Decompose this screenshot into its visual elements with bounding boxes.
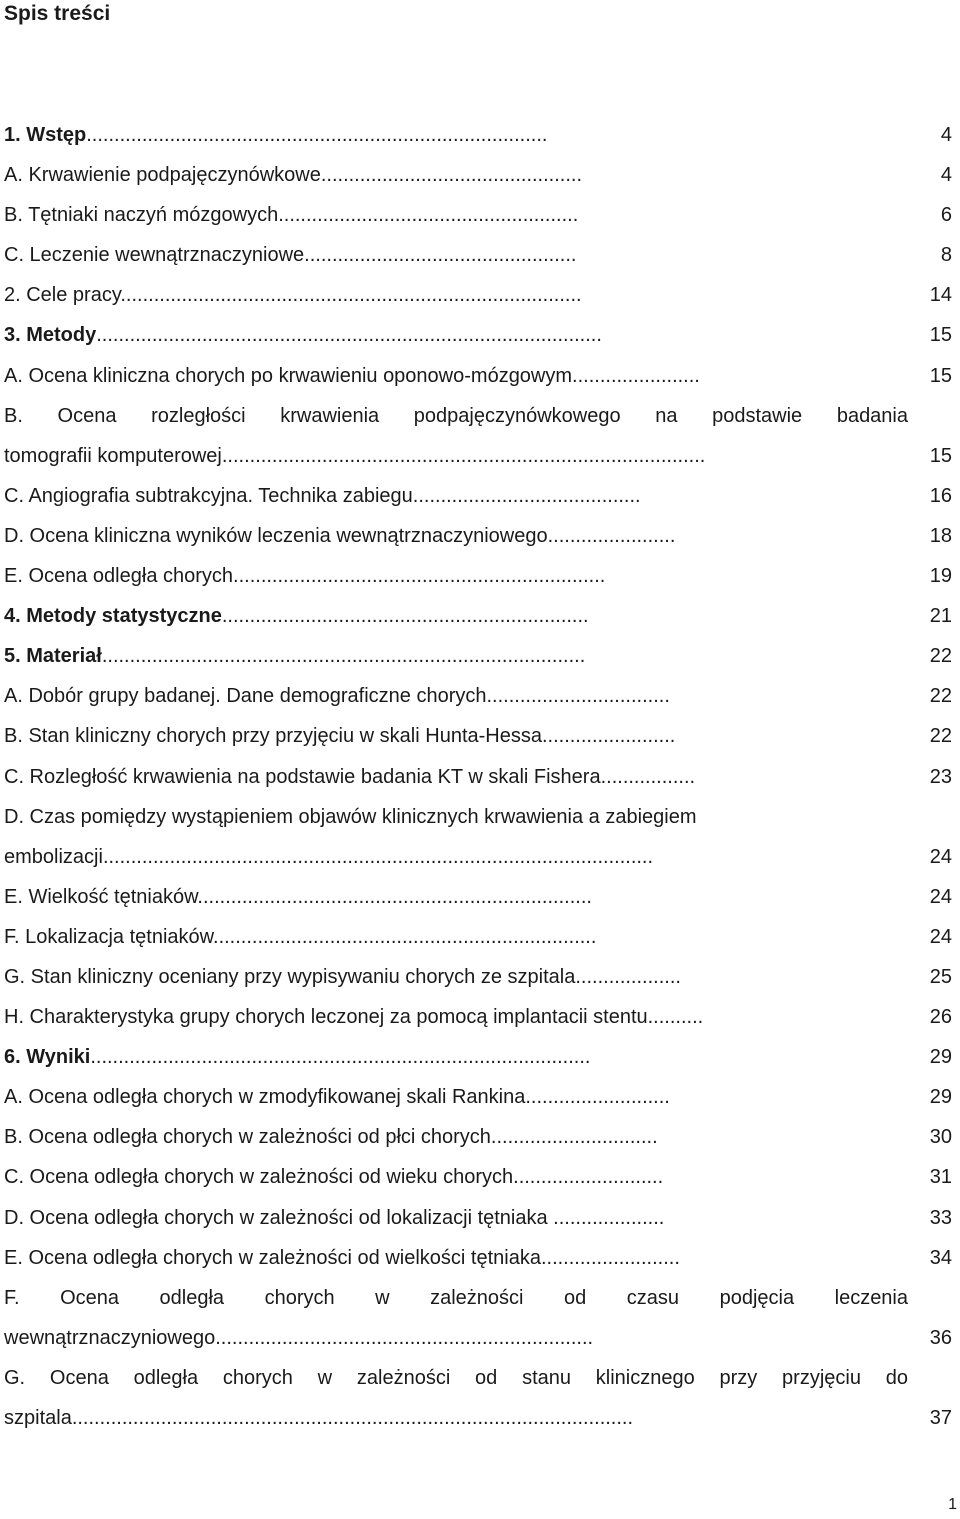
- toc-leader-dots: .......................................................................................: [101, 645, 586, 668]
- toc-entry[interactable]: [4, 195, 956, 235]
- toc-entry-title: [4, 716, 675, 756]
- toc-entry-title: [4, 837, 653, 877]
- toc-entry-text: B. Ocena odległa chorych w zależności od płci chorych: [4, 1126, 491, 1149]
- toc-entry-text: B. Stan kliniczny chorych przy przyjęciu w skali Hunta-Hessa: [4, 725, 542, 748]
- toc-entry[interactable]: [4, 396, 956, 436]
- toc-entry-text: G. Ocena odległa chorych w zależności od stanu klinicznego przy przyjęciu do: [4, 1366, 908, 1389]
- toc-leader-dots: .....................................................................................................: [71, 1407, 634, 1429]
- toc-entry[interactable]: [4, 877, 956, 917]
- toc-leader-dots: .......................: [572, 364, 700, 387]
- toc-entry-text: 2. Cele pracy: [4, 284, 121, 307]
- toc-entry[interactable]: [4, 235, 956, 275]
- toc-entry[interactable]: [4, 556, 956, 596]
- toc-page-number: 34: [929, 1246, 952, 1269]
- toc-leader-dots: .................................: [486, 685, 670, 708]
- toc-entry-title: [4, 917, 596, 957]
- toc-entry-text: B. Ocena rozległości krwawienia podpajęczynówkowego na podstawie badania: [4, 404, 908, 427]
- toc-entry-title: [4, 957, 681, 997]
- toc-entry[interactable]: [4, 596, 956, 636]
- toc-entry-title: [4, 155, 582, 195]
- toc-entry-text: A. Ocena kliniczna chorych po krwawieniu oponowo-mózgowym: [4, 364, 573, 387]
- toc-entry[interactable]: [4, 797, 956, 837]
- toc-leader-dots: ....................................................................: [215, 1326, 594, 1349]
- toc-entry-title: [4, 436, 705, 476]
- toc-page-number: 6: [940, 204, 952, 227]
- toc-leader-dots: .................: [600, 765, 696, 788]
- toc-entry-text: D. Czas pomiędzy wystąpieniem objawów klinicznych krwawienia a zabiegiem: [4, 805, 697, 828]
- toc-entry-title: [4, 275, 582, 315]
- toc-page-number: 29: [929, 1046, 952, 1069]
- toc-leader-dots: .....................................................................: [213, 925, 597, 948]
- toc-entry-text: 4. Metody statystyczne: [4, 605, 222, 628]
- toc-entry-title: [4, 636, 585, 676]
- toc-entry-text: wewnątrznaczyniowego: [4, 1326, 216, 1349]
- toc-leader-dots: ...................: [575, 965, 681, 988]
- toc-entry-text: 6. Wyniki: [4, 1046, 91, 1069]
- toc-leader-dots: ...................................................................................: [120, 284, 582, 307]
- toc-entry-title: [4, 596, 589, 636]
- toc-entry-text: E. Ocena odległa chorych w zależności od wielkości tętniaka: [4, 1246, 541, 1269]
- toc-entry[interactable]: [4, 837, 956, 877]
- toc-entry-title: [4, 476, 641, 516]
- toc-entry-title: [4, 797, 908, 837]
- toc-entry-text: E. Wielkość tętniaków: [4, 885, 198, 908]
- toc-entry-text: D. Ocena kliniczna wyników leczenia wewnątrznaczyniowego: [4, 524, 548, 547]
- toc-page-number: 4: [940, 124, 952, 146]
- toc-entry[interactable]: [4, 1278, 956, 1318]
- toc-entry-text: A. Krwawienie podpajęczynówkowe: [4, 164, 321, 187]
- toc-entry[interactable]: [4, 917, 956, 957]
- toc-leader-dots: ...............................................: [320, 164, 583, 187]
- toc-entry[interactable]: [4, 716, 956, 756]
- toc-entry-title: [4, 1198, 664, 1238]
- toc-entry-title: [4, 1358, 908, 1398]
- toc-entry[interactable]: [4, 676, 956, 716]
- toc-entry-title: [4, 516, 675, 556]
- toc-page-number: 21: [929, 605, 952, 628]
- toc-entry-text: A. Dobór grupy badanej. Dane demograficzne chorych: [4, 685, 487, 708]
- toc-entry-text: 3. Metody: [4, 324, 97, 347]
- toc-page-number: 22: [929, 725, 952, 748]
- toc-page-number: 25: [929, 965, 952, 988]
- toc-entry-text: C. Angiografia subtrakcyjna. Technika zabiegu: [4, 484, 413, 507]
- toc-entry[interactable]: [4, 957, 956, 997]
- toc-leader-dots: ..............................: [490, 1126, 658, 1149]
- toc-entry-title: [4, 1157, 663, 1197]
- table-of-contents: [4, 115, 956, 1438]
- toc-entry-title: [4, 356, 700, 396]
- toc-entry[interactable]: [4, 155, 956, 195]
- toc-entry-title: [4, 877, 592, 917]
- toc-entry-title: [4, 1117, 658, 1157]
- page-title: Spis treści: [4, 2, 111, 25]
- toc-entry-text: embolizacji: [4, 845, 103, 868]
- toc-leader-dots: .................................................: [304, 244, 577, 267]
- toc-leader-dots: ......................................................: [278, 204, 579, 227]
- toc-entry-text: F. Lokalizacja tętniaków: [4, 925, 214, 948]
- toc-entry[interactable]: [4, 997, 956, 1037]
- toc-leader-dots: ..................................................................: [221, 605, 589, 628]
- toc-entry-text: 1. Wstęp: [4, 124, 87, 146]
- toc-entry[interactable]: [4, 636, 956, 676]
- toc-page-number: 36: [929, 1326, 952, 1349]
- toc-page-number: 29: [929, 1086, 952, 1109]
- toc-page-number: 16: [929, 484, 952, 507]
- toc-entry[interactable]: [4, 1238, 956, 1278]
- toc-entry-text: 5. Materiał: [4, 645, 102, 668]
- toc-entry-text: D. Ocena odległa chorych w zależności od lokalizacji tętniaka: [4, 1206, 554, 1229]
- toc-page-number: 30: [929, 1126, 952, 1149]
- toc-page-number: 24: [929, 885, 952, 908]
- toc-entry-title: [4, 1238, 680, 1278]
- toc-leader-dots: ...........................: [513, 1166, 664, 1189]
- toc-entry-text: C. Rozległość krwawienia na podstawie badania KT w skali Fishera: [4, 765, 601, 788]
- toc-page-number: 19: [929, 565, 952, 588]
- toc-entry[interactable]: [4, 356, 956, 396]
- toc-page-number: 31: [929, 1166, 952, 1189]
- page-number: 1: [948, 1496, 957, 1513]
- toc-page-number: 26: [929, 1006, 952, 1029]
- toc-entry[interactable]: [4, 275, 956, 315]
- toc-leader-dots: ........................: [541, 725, 676, 748]
- toc-entry[interactable]: [4, 1358, 956, 1398]
- toc-entry[interactable]: [4, 1077, 956, 1117]
- toc-entry-title: [4, 396, 908, 436]
- toc-page-number: 14: [929, 284, 952, 307]
- toc-entry-title: [4, 115, 547, 155]
- toc-entry[interactable]: [4, 1037, 956, 1077]
- toc-page-number: 37: [929, 1407, 952, 1429]
- toc-entry[interactable]: [4, 1398, 956, 1438]
- toc-page-number: 33: [929, 1206, 952, 1229]
- toc-entry-title: [4, 1398, 633, 1438]
- toc-entry-title: [4, 195, 578, 235]
- toc-entry-text: C. Ocena odległa chorych w zależności od wieku chorych: [4, 1166, 514, 1189]
- toc-leader-dots: ...................................................................: [233, 565, 606, 588]
- toc-entry-title: [4, 757, 695, 797]
- toc-entry[interactable]: [4, 115, 956, 155]
- toc-entry[interactable]: [4, 1318, 956, 1358]
- toc-entry-title: [4, 235, 576, 275]
- toc-entry[interactable]: [4, 1157, 956, 1197]
- toc-entry-title: [4, 997, 703, 1037]
- toc-entry-text: H. Charakterystyka grupy chorych leczonej za pomocą implantacii stentu: [4, 1006, 648, 1029]
- toc-entry-title: [4, 315, 602, 355]
- toc-page-number: 18: [929, 524, 952, 547]
- toc-entry-title: [4, 676, 670, 716]
- toc-page-number: 24: [929, 845, 952, 868]
- toc-entry-text: E. Ocena odległa chorych: [4, 565, 234, 588]
- toc-entry-text: A. Ocena odległa chorych w zmodyfikowanej skali Rankina: [4, 1086, 526, 1109]
- toc-leader-dots: .......................................................................................: [221, 444, 706, 467]
- toc-page-number: 15: [929, 444, 952, 467]
- toc-page-number: 15: [929, 364, 952, 387]
- toc-page-number: 15: [929, 324, 952, 347]
- toc-entry-title: [4, 1037, 590, 1077]
- toc-page-number: 24: [929, 925, 952, 948]
- toc-entry-text: B. Tętniaki naczyń mózgowych: [4, 204, 279, 227]
- toc-entry-text: F. Ocena odległa chorych w zależności od czasu podjęcia leczenia: [4, 1286, 908, 1309]
- toc-page-number: 22: [929, 645, 952, 668]
- toc-entry[interactable]: [4, 516, 956, 556]
- toc-page-number: 8: [940, 244, 952, 267]
- toc-entry[interactable]: [4, 476, 956, 516]
- toc-entry-text: szpitala: [4, 1407, 72, 1429]
- toc-entry-title: [4, 1278, 908, 1318]
- toc-leader-dots: .........................: [540, 1246, 680, 1269]
- toc-page-number: 4: [940, 164, 952, 187]
- toc-leader-dots: ....................: [553, 1206, 665, 1229]
- toc-leader-dots: ..........: [647, 1006, 704, 1029]
- toc-leader-dots: .........................................: [412, 484, 641, 507]
- toc-entry-text: tomografii komputerowej: [4, 444, 222, 467]
- toc-entry-title: [4, 1318, 593, 1358]
- toc-leader-dots: .......................: [547, 524, 676, 547]
- toc-leader-dots: ...................................................................................: [86, 124, 548, 146]
- toc-entry[interactable]: [4, 315, 956, 355]
- toc-entry-title: [4, 1077, 670, 1117]
- toc-entry[interactable]: [4, 436, 956, 476]
- toc-entry-title: [4, 556, 605, 596]
- toc-entry-text: G. Stan kliniczny oceniany przy wypisywaniu chorych ze szpitala: [4, 965, 576, 988]
- toc-leader-dots: .......................................................................: [197, 885, 592, 908]
- toc-page-number: 22: [929, 685, 952, 708]
- toc-entry[interactable]: [4, 1198, 956, 1238]
- toc-leader-dots: ...........................................................................................: [96, 324, 602, 347]
- toc-leader-dots: ..........................: [525, 1086, 670, 1109]
- toc-entry[interactable]: [4, 757, 956, 797]
- toc-entry-text: C. Leczenie wewnątrznaczyniowe: [4, 244, 305, 267]
- toc-leader-dots: ...................................................................................................: [102, 845, 654, 868]
- toc-entry[interactable]: [4, 1117, 956, 1157]
- toc-leader-dots: ..........................................................................................: [90, 1046, 591, 1069]
- toc-page-number: 23: [929, 765, 952, 788]
